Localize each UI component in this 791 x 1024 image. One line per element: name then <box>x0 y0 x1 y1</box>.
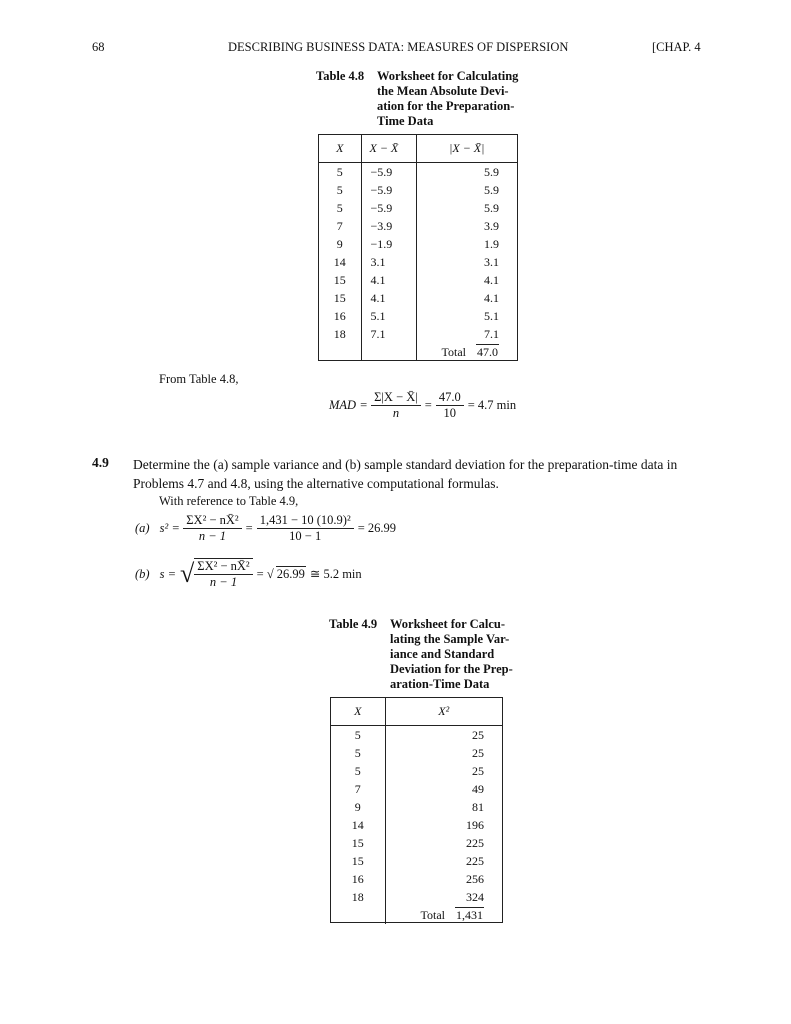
cell-x-squared: 81 <box>385 798 502 816</box>
cell-x-squared: 25 <box>385 762 502 780</box>
cell-x: 5 <box>354 745 361 760</box>
table-row <box>319 235 517 253</box>
total-value: 47.0 <box>477 344 498 359</box>
col-header-x: X <box>319 135 361 163</box>
table-row <box>319 289 517 307</box>
col-header-abs-deviation: |X − X̄| <box>416 135 517 163</box>
cell-deviation: −5.9 <box>361 163 416 182</box>
mad-equation: MAD = $\frac{\Sigma|X - X̄|}{n}$ = $\frac{47.0}{10}$ = 4.7 min <box>329 390 517 420</box>
variance-equation: (a) s² = $\frac{\text{ΣX² − nX̄²}}{n - 1}$ = $\frac{\text{1,431 − 10 (10.9)²}}{10 - 1}$ = 26.99 <box>135 513 397 543</box>
std-dev-result: ≅ 5.2 min <box>309 567 362 581</box>
table-row <box>319 199 517 217</box>
total-row <box>331 906 502 924</box>
reference-text: With reference to Table 4.9, <box>159 494 299 508</box>
cell-abs-deviation: 4.1 <box>416 271 517 289</box>
cell-deviation: −5.9 <box>361 199 416 217</box>
table-row <box>319 181 517 199</box>
table-row <box>331 834 502 852</box>
total-value: 1,431 <box>456 907 483 922</box>
table-row <box>331 798 502 816</box>
table-row <box>331 780 502 798</box>
col-header-x-squared: X² <box>385 698 502 726</box>
table-4-9 <box>330 697 503 923</box>
cell-deviation: −1.9 <box>361 235 416 253</box>
cell-deviation: 4.1 <box>361 289 416 307</box>
mad-result: = 4.7 min <box>467 398 517 412</box>
std-dev-mid: = √ <box>256 566 274 581</box>
cell-abs-deviation: 3.9 <box>416 217 517 235</box>
cell-abs-deviation: 5.9 <box>416 199 517 217</box>
cell-abs-deviation: 1.9 <box>416 235 517 253</box>
cell-x-squared: 225 <box>385 852 502 870</box>
table-4-9-caption: Worksheet for Calcu- lating the Sample Var- iance and Standard Deviation for the Prep- aration-Time Data <box>390 617 513 691</box>
variance-fraction-1: $\frac{\text{ΣX² − nX̄²}}{n - 1}$ <box>183 513 241 544</box>
cell-x: 15 <box>333 272 346 287</box>
std-dev-radicand: 26.99 <box>276 567 305 581</box>
radical-icon: √ <box>180 559 195 588</box>
cell-x: 5 <box>354 763 361 778</box>
table-row <box>331 762 502 780</box>
table-row <box>331 888 502 906</box>
cell-x-squared: 196 <box>385 816 502 834</box>
problem-statement: Determine the (a) sample variance and (b) sample standard deviation for the preparation-time data in Problems 4.7 and 4.8, using the alternative computational formulas. <box>133 457 678 491</box>
cell-abs-deviation: 3.1 <box>416 253 517 271</box>
mad-fraction-1: $\frac{\Sigma|X - X̄|}{n}$ <box>371 390 421 421</box>
cell-x: 15 <box>351 835 364 850</box>
cell-x: 9 <box>336 236 343 251</box>
total-label: Total <box>441 344 466 359</box>
cell-x-squared: 49 <box>385 780 502 798</box>
cell-x: 7 <box>336 218 343 233</box>
table-row <box>319 163 517 182</box>
table-row <box>331 852 502 870</box>
std-dev-equation <box>133 558 364 590</box>
cell-deviation: 5.1 <box>361 307 416 325</box>
table-4-8 <box>318 134 518 361</box>
table-row <box>331 726 502 745</box>
mad-intro: From Table 4.8, <box>159 372 239 386</box>
running-title: DESCRIBING BUSINESS DATA: MEASURES OF DISPERSION <box>228 40 569 54</box>
std-dev-fraction: $\frac{\text{ΣX² − nX̄²}}{n - 1}$ <box>194 558 252 590</box>
cell-x-squared: 324 <box>385 888 502 906</box>
cell-x: 5 <box>336 182 343 197</box>
table-4-9-label: Table 4.9 <box>329 617 378 631</box>
cell-abs-deviation: 7.1 <box>416 325 517 343</box>
variance-result: = 26.99 <box>357 521 397 535</box>
cell-x: 7 <box>354 781 361 796</box>
cell-deviation: −3.9 <box>361 217 416 235</box>
cell-deviation: 3.1 <box>361 253 416 271</box>
total-row <box>319 343 517 361</box>
table-row <box>319 271 517 289</box>
page-number: 68 <box>92 40 105 54</box>
cell-abs-deviation: 5.9 <box>416 163 517 182</box>
cell-x-squared: 25 <box>385 726 502 745</box>
cell-x: 9 <box>354 799 361 814</box>
cell-x: 16 <box>333 308 346 323</box>
cell-x: 18 <box>333 326 346 341</box>
cell-x: 5 <box>336 164 343 179</box>
total-label: Total <box>420 907 445 922</box>
table-row <box>319 253 517 271</box>
cell-x: 5 <box>354 727 361 742</box>
cell-x: 15 <box>333 290 346 305</box>
table-row <box>319 217 517 235</box>
variance-lhs: s² <box>159 521 169 535</box>
table-row <box>319 307 517 325</box>
cell-x-squared: 25 <box>385 744 502 762</box>
cell-deviation: 7.1 <box>361 325 416 343</box>
cell-x: 14 <box>351 817 364 832</box>
cell-deviation: −5.9 <box>361 181 416 199</box>
part-a-label: (a) <box>135 521 150 535</box>
table-row <box>331 816 502 834</box>
cell-x: 5 <box>336 200 343 215</box>
chapter-label: [CHAP. 4 <box>652 40 701 54</box>
problem-number: 4.9 <box>92 455 109 470</box>
table-row <box>331 870 502 888</box>
cell-x: 16 <box>351 871 364 886</box>
table-4-8-caption: Worksheet for Calculating the Mean Absolute Devi- ation for the Preparation- Time Data <box>377 69 519 128</box>
mad-lhs: MAD <box>329 398 357 412</box>
std-dev-lhs: s = <box>159 566 177 581</box>
cell-abs-deviation: 5.1 <box>416 307 517 325</box>
mad-fraction-2: $\frac{47.0}{10}$ <box>436 390 464 421</box>
cell-x: 14 <box>333 254 346 269</box>
cell-x: 15 <box>351 853 364 868</box>
col-header-x: X <box>331 698 385 726</box>
col-header-deviation: X − X̄ <box>361 135 416 163</box>
variance-fraction-2: $\frac{\text{1,431 − 10 (10.9)²}}{10 - 1}$ <box>257 513 354 544</box>
cell-x: 18 <box>351 889 364 904</box>
table-4-8-label: Table 4.8 <box>316 69 365 83</box>
cell-abs-deviation: 5.9 <box>416 181 517 199</box>
table-row <box>319 325 517 343</box>
cell-x-squared: 225 <box>385 834 502 852</box>
cell-x-squared: 256 <box>385 870 502 888</box>
table-row <box>331 744 502 762</box>
cell-abs-deviation: 4.1 <box>416 289 517 307</box>
part-b-label: (b) <box>135 566 150 581</box>
cell-deviation: 4.1 <box>361 271 416 289</box>
